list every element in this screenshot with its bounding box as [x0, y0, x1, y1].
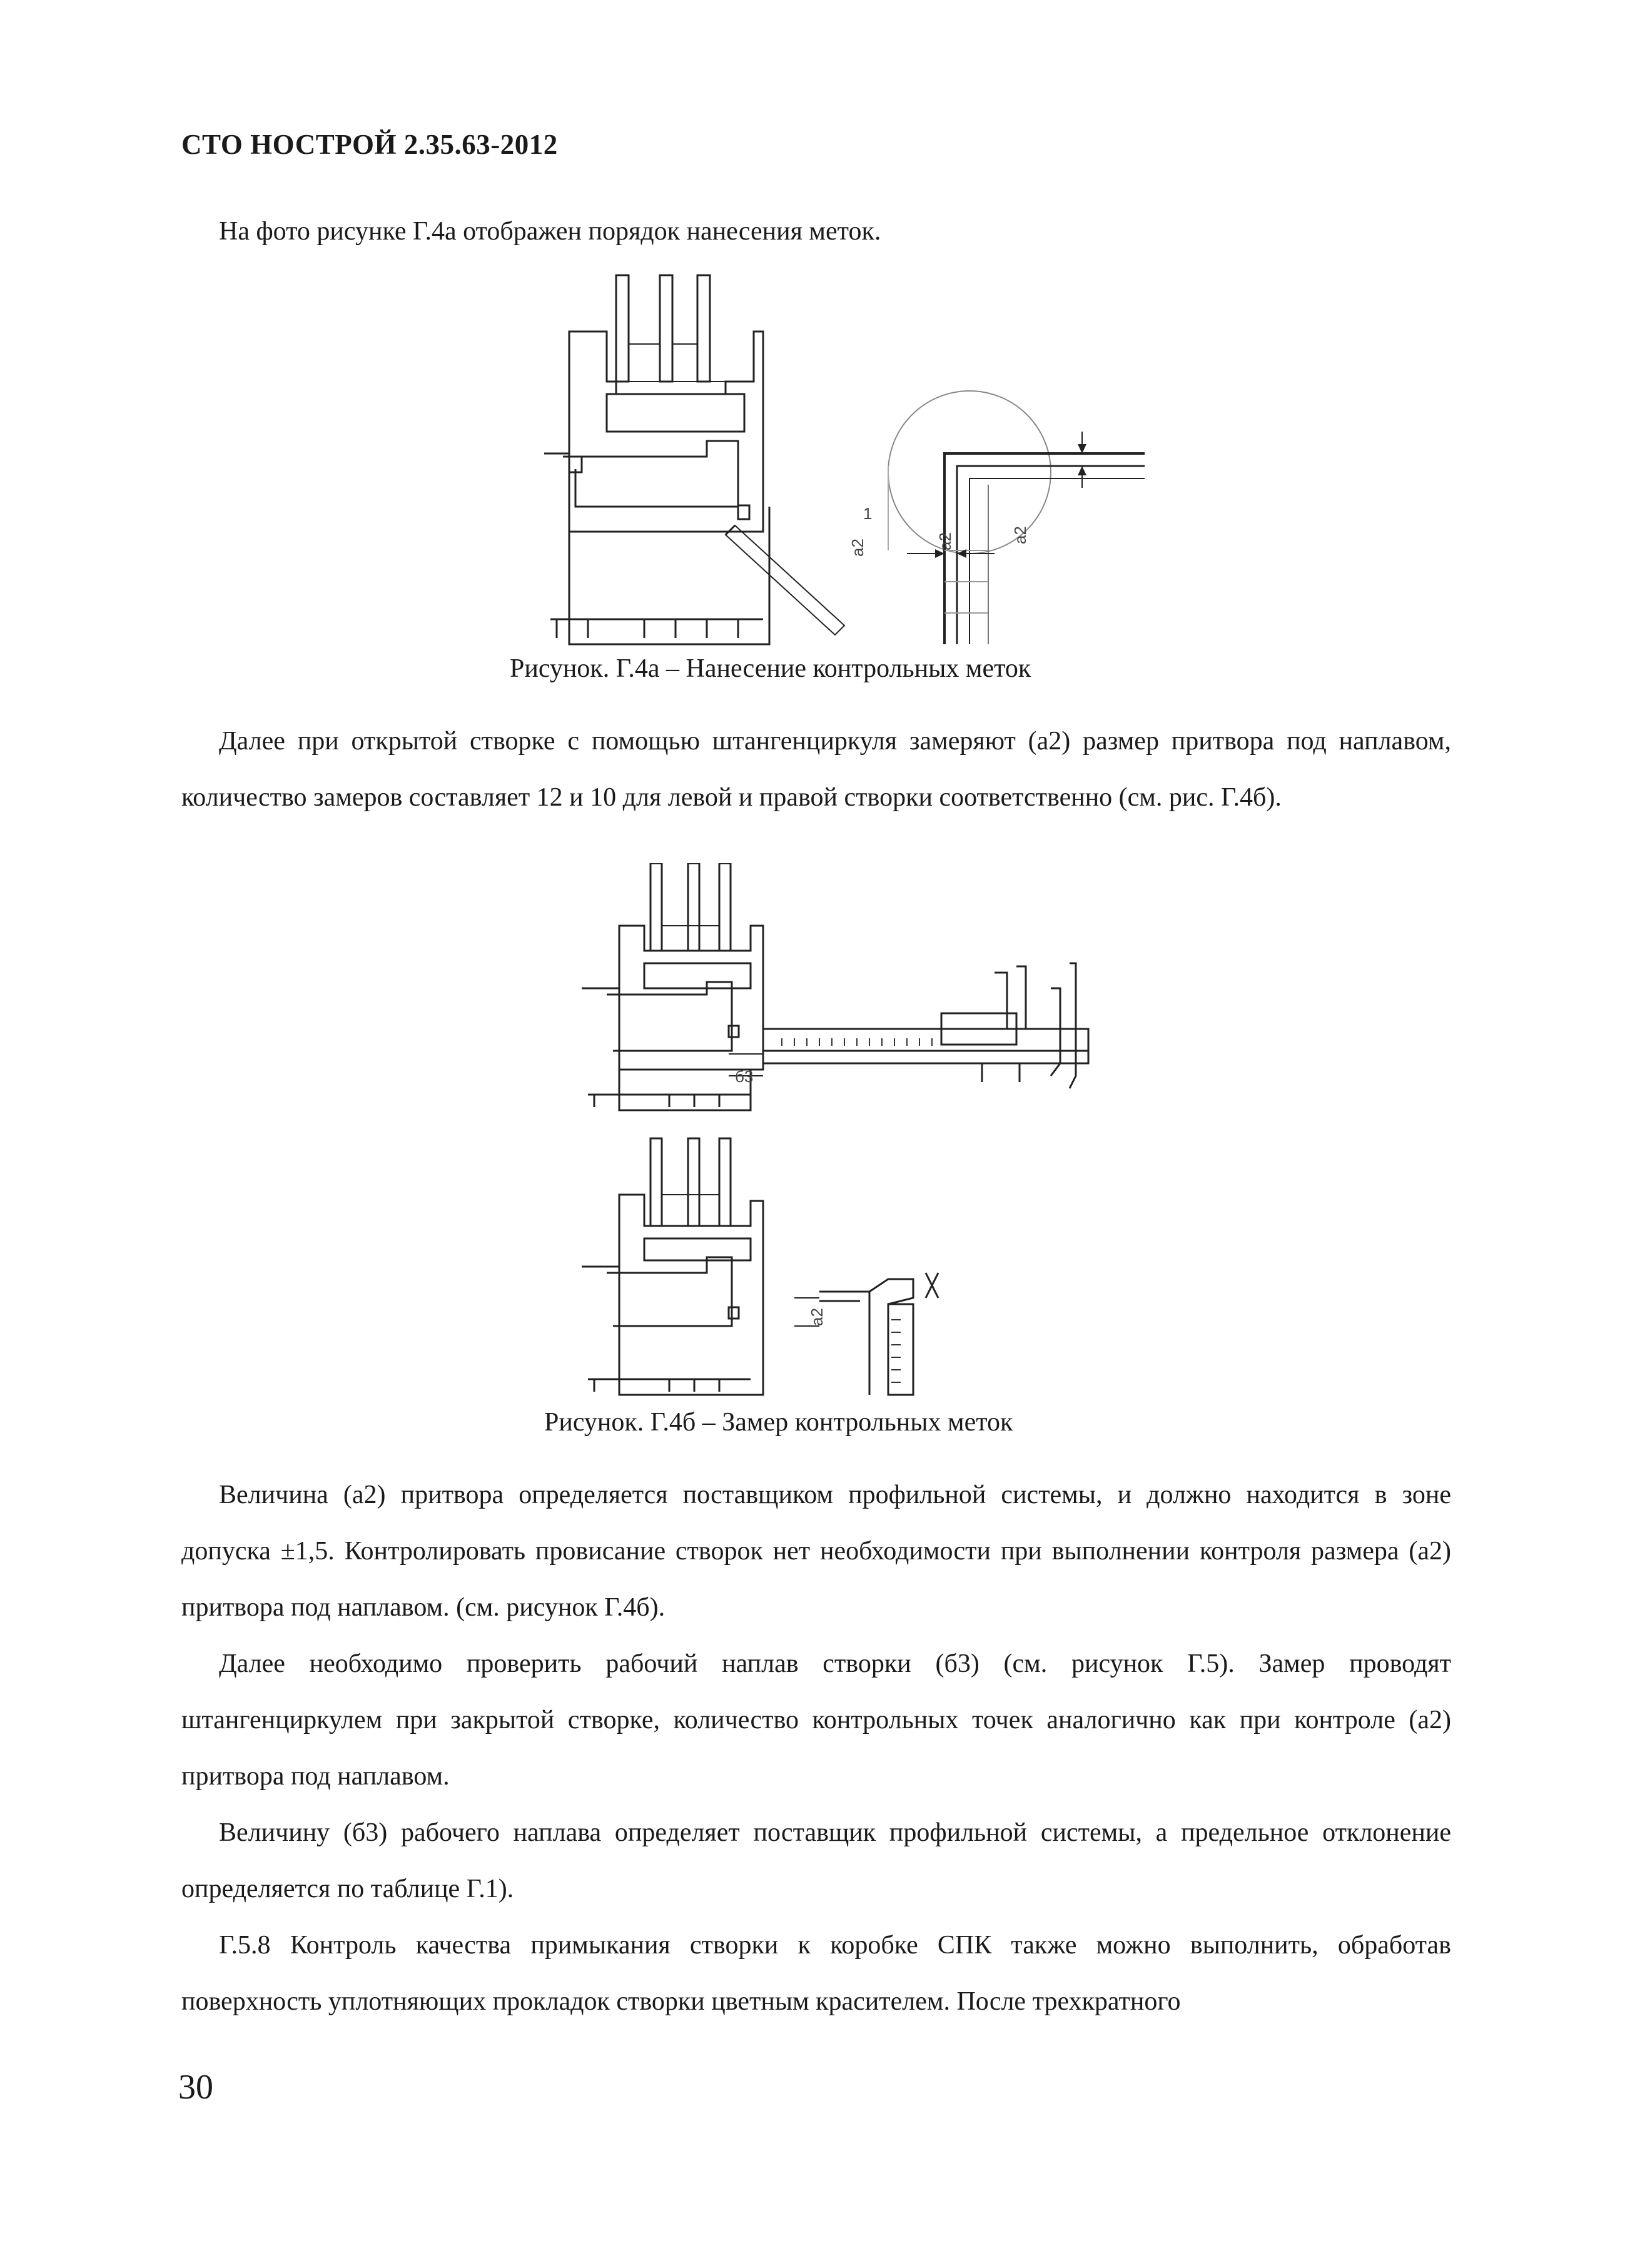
- paragraph-5: Г.5.8 Контроль качества примыкания створки к коробке СПК также можно выполнить, обработав поверхность уплотняющих прокладок створки цветным красителем. После трехкратного: [181, 1931, 1451, 2016]
- figure-4a: [513, 269, 1176, 651]
- paragraph-4: Величину (б3) рабочего наплава определяет поставщик профильной системы, а предельное отклонение определяется по таблице Г.1).: [181, 1818, 1451, 1903]
- figure-4b-drawing: [575, 863, 1101, 1401]
- figure-4b-caption: Рисунок. Г.4б – Замер контрольных меток: [544, 1408, 1013, 1437]
- dim-label-left: a2: [848, 539, 867, 557]
- intro-paragraph: На фото рисунке Г.4а отображен порядок нанесения меток.: [219, 217, 881, 246]
- dim-label-a2: a2: [807, 1308, 826, 1326]
- figure-4b: [575, 863, 1101, 1401]
- paragraph-3: Далее необходимо проверить рабочий наплав створки (б3) (см. рисунок Г.5). Замер проводят штангенциркулем при закрытой створке, количество контрольных точек аналогично как при контроле (а2) притвора под наплавом.: [181, 1649, 1451, 1791]
- page-number: 30: [178, 2068, 213, 2107]
- paragraph-1: Далее при открытой створке с помощью штангенциркуля замеряют (а2) размер притвора под наплавом, количество замеров составляет 12 и 10 для левой и правой створки соответственно (см. рис. Г.4б).: [181, 727, 1451, 812]
- dim-label-b3: б3: [735, 1067, 754, 1086]
- dim-label-mid: a2: [936, 532, 954, 550]
- figure-4a-drawing: [513, 269, 1176, 651]
- paragraph-2: Величина (а2) притвора определяется поставщиком профильной системы, и должно находится в зоне допуска ±1,5. Контролировать провисание створок нет необходимости при выполнении контроля размера (а2) притвора под наплавом. (см. рисунок Г.4б).: [181, 1481, 1451, 1622]
- figure-4a-caption: Рисунок. Г.4а – Нанесение контрольных меток: [510, 654, 1031, 683]
- document-header: СТО НОСТРОЙ 2.35.63-2012: [181, 129, 558, 160]
- detail-number-label: 1: [863, 504, 873, 523]
- dim-label-right: a2: [1011, 526, 1030, 544]
